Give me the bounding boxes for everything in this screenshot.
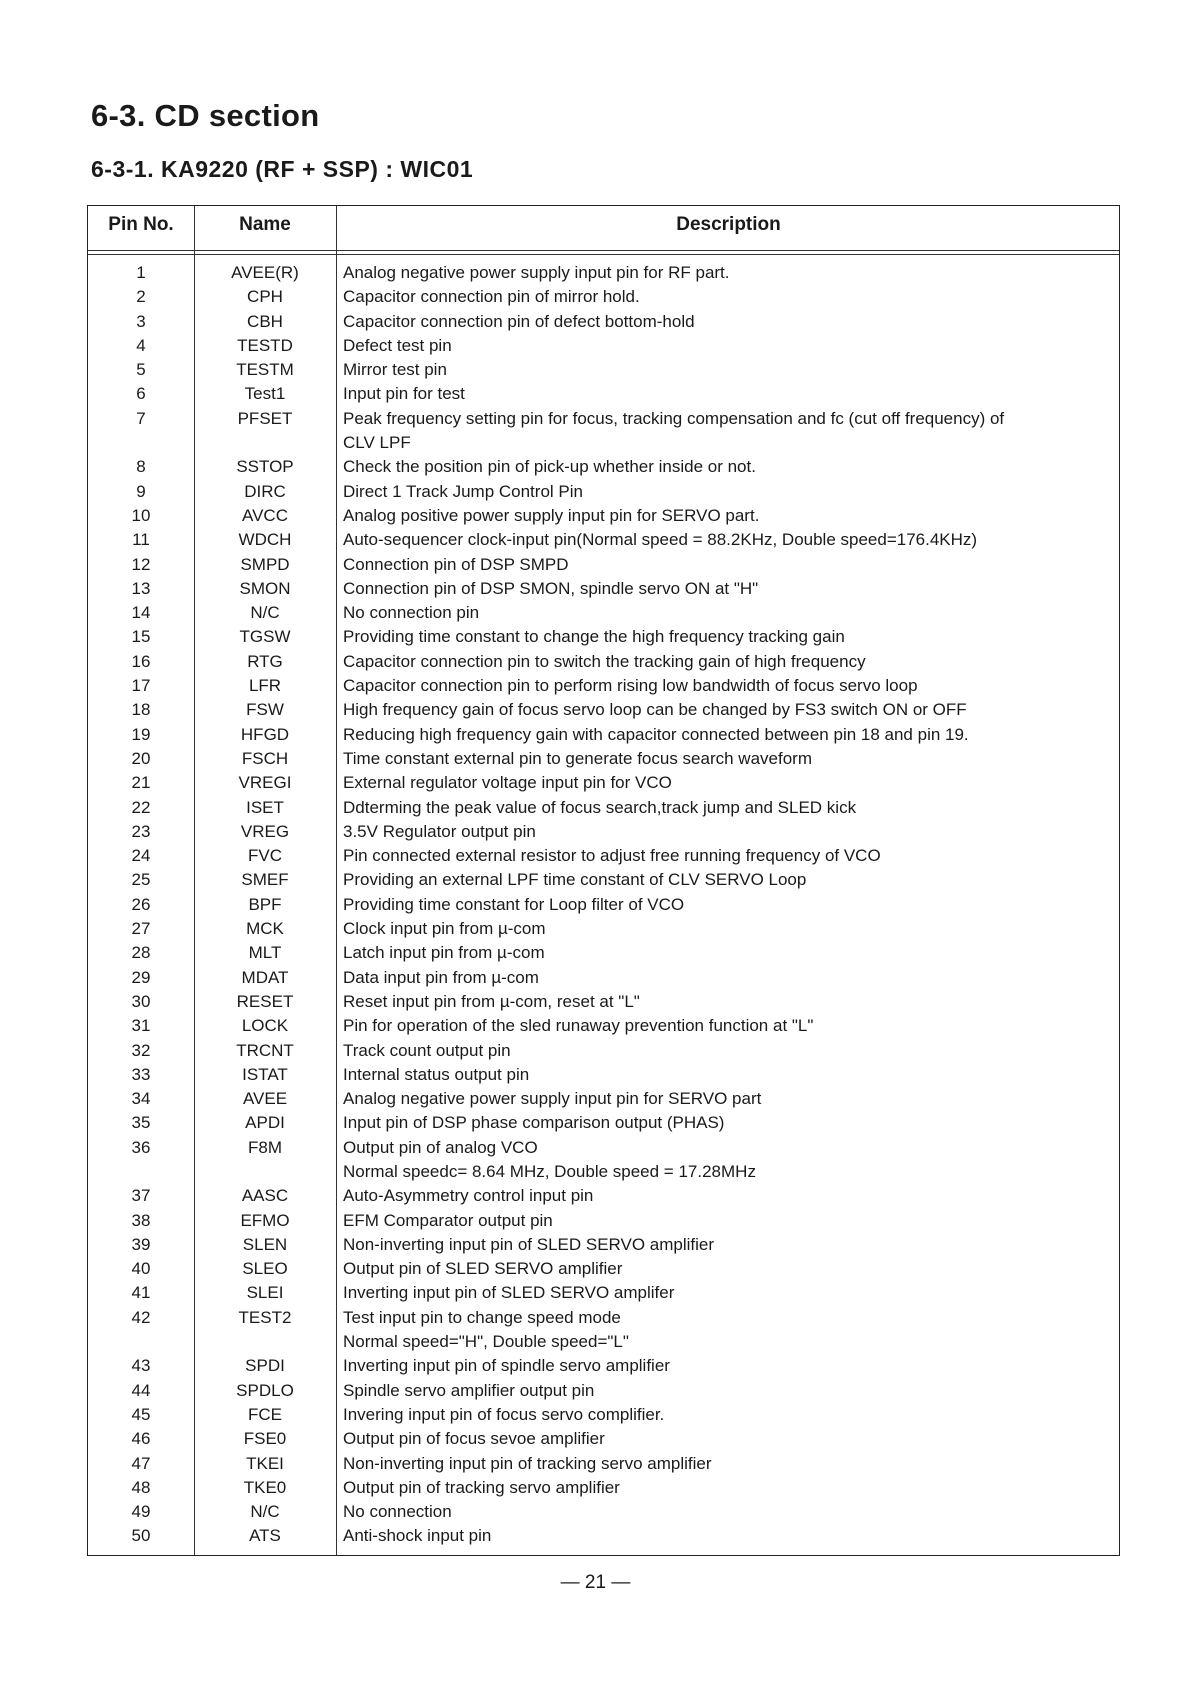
- pin-number: 4: [136, 335, 146, 355]
- pin-name: FSE0: [243, 1429, 287, 1449]
- page-number: — 21 —: [560, 1572, 631, 1593]
- pin-name: ATS: [249, 1526, 281, 1546]
- pin-number: 37: [131, 1186, 151, 1206]
- pin-name: RTG: [247, 651, 283, 671]
- header-name: Name: [239, 214, 291, 235]
- pin-name: LOCK: [241, 1016, 289, 1036]
- table-row: [88, 771, 1119, 795]
- pin-number: 12: [131, 554, 151, 574]
- pin-name: AASC: [241, 1186, 289, 1206]
- pin-description: Pin connected external resistor to adjust free running frequency of VCO: [343, 846, 881, 866]
- pin-description: Output pin of SLED SERVO amplifier: [343, 1259, 623, 1279]
- pin-number: 28: [131, 943, 151, 963]
- table-row: [88, 553, 1119, 577]
- pin-name: ISTAT: [242, 1064, 288, 1084]
- pin-description: Capacitor connection pin to perform rising low bandwidth of focus servo loop: [343, 676, 918, 696]
- table-row: [88, 625, 1119, 649]
- pin-number: 16: [131, 651, 151, 671]
- pin-number: 3: [136, 311, 146, 331]
- table-row: [88, 698, 1119, 722]
- pin-description: Data input pin from µ-com: [343, 967, 539, 987]
- pin-description: Spindle servo amplifier output pin: [343, 1380, 595, 1400]
- header-pin-no: Pin No.: [108, 214, 174, 235]
- table-row: [88, 747, 1119, 771]
- pin-name: DIRC: [244, 481, 286, 501]
- table-row: [88, 261, 1119, 285]
- pin-description: Non-inverting input pin of tracking servo amplifier: [343, 1453, 712, 1473]
- pin-description: 3.5V Regulator output pin: [343, 821, 536, 841]
- pin-number: 47: [131, 1453, 151, 1473]
- pin-name: MDAT: [241, 967, 289, 987]
- pin-description: Connection pin of DSP SMON, spindle servo ON at "H": [343, 578, 759, 598]
- pin-name: FSW: [246, 700, 284, 720]
- pin-number: 24: [131, 846, 151, 866]
- pin-description: Input pin for test: [343, 384, 465, 404]
- pin-name: CBH: [247, 311, 283, 331]
- pin-description: Defect test pin: [343, 335, 452, 355]
- table-row: [88, 1233, 1119, 1257]
- table-row: [88, 868, 1119, 892]
- table-row: [88, 1452, 1119, 1476]
- table-row: [88, 382, 1119, 406]
- pin-description: Output pin of tracking servo amplifier: [343, 1477, 620, 1497]
- pin-number: 7: [136, 408, 146, 428]
- pin-description: Direct 1 Track Jump Control Pin: [343, 481, 583, 501]
- pin-name: MLT: [248, 943, 282, 963]
- pin-number: 6: [136, 384, 146, 404]
- table-row: [88, 674, 1119, 698]
- pin-description: Capacitor connection pin to switch the tracking gain of high frequency: [343, 651, 866, 671]
- table-row: [88, 1087, 1119, 1111]
- pin-description: Capacitor connection pin of defect bottom-hold: [343, 311, 695, 331]
- pin-number: 30: [131, 991, 151, 1011]
- table-row: [88, 1306, 1119, 1355]
- pin-description: Reset input pin from µ-com, reset at "L": [343, 991, 640, 1011]
- table-row: [88, 966, 1119, 990]
- table-row: [88, 577, 1119, 601]
- pin-description: Output pin of focus sevoe amplifier: [343, 1429, 605, 1449]
- pin-description: Auto-Asymmetry control input pin: [343, 1186, 594, 1206]
- pin-name: SMPD: [240, 554, 290, 574]
- pin-name: HFGD: [240, 724, 290, 744]
- table-row: [88, 1354, 1119, 1378]
- pin-name: SMEF: [241, 870, 289, 890]
- table-row: [88, 723, 1119, 747]
- table-row: [88, 334, 1119, 358]
- pin-description: Latch input pin from µ-com: [343, 943, 545, 963]
- pin-number: 50: [131, 1526, 151, 1546]
- table-row: [88, 1136, 1119, 1185]
- pin-name: SSTOP: [236, 457, 294, 477]
- table-row: [88, 893, 1119, 917]
- table-row: [88, 504, 1119, 528]
- pin-name: CPH: [247, 287, 283, 307]
- pin-number: 41: [131, 1283, 151, 1303]
- pin-description: Time constant external pin to generate focus search waveform: [343, 748, 812, 768]
- table-row: [88, 358, 1119, 382]
- table-row: [88, 1476, 1119, 1500]
- pin-description: External regulator voltage input pin for VCO: [343, 773, 672, 793]
- pin-description: High frequency gain of focus servo loop can be changed by FS3 switch ON or OFF: [343, 700, 967, 720]
- pin-name: WDCH: [238, 530, 292, 550]
- table-row: [88, 1111, 1119, 1135]
- pin-number: 14: [131, 603, 151, 623]
- pin-description: Inverting input pin of spindle servo amplifier: [343, 1356, 670, 1376]
- pin-description: Non-inverting input pin of SLED SERVO amplifier: [343, 1234, 715, 1254]
- pin-name: TGSW: [239, 627, 291, 647]
- pin-name: VREG: [240, 821, 290, 841]
- pin-description: Check the position pin of pick-up whether inside or not.: [343, 457, 756, 477]
- table-row: [88, 941, 1119, 965]
- table-row: [88, 844, 1119, 868]
- table-row: [88, 1281, 1119, 1305]
- pin-number: 5: [136, 360, 146, 380]
- table-row: [88, 1403, 1119, 1427]
- table-row: [88, 480, 1119, 504]
- pin-description: Input pin of DSP phase comparison output (PHAS): [343, 1113, 725, 1133]
- pin-name: AVEE: [242, 1089, 288, 1109]
- pin-number: 49: [131, 1502, 151, 1522]
- pin-description: No connection pin: [343, 603, 480, 623]
- pin-name: N/C: [250, 603, 280, 623]
- pin-description: Clock input pin from µ-com: [343, 919, 546, 939]
- pin-number: 17: [131, 676, 151, 696]
- pin-description: Inverting input pin of SLED SERVO amplifer: [343, 1283, 675, 1303]
- header-divider: [88, 250, 1119, 255]
- pin-number: 26: [131, 894, 151, 914]
- table-row: [88, 650, 1119, 674]
- pin-number: 34: [131, 1089, 151, 1109]
- table-row: [88, 917, 1119, 941]
- pin-name: RESET: [236, 991, 294, 1011]
- table-row: [88, 1524, 1119, 1548]
- pin-description: Ddterming the peak value of focus search,track jump and SLED kick: [343, 797, 857, 817]
- pin-name: TEST2: [238, 1307, 292, 1327]
- pin-number: 48: [131, 1477, 151, 1497]
- pin-number: 44: [131, 1380, 151, 1400]
- pin-number: 27: [131, 919, 151, 939]
- table-row: [88, 990, 1119, 1014]
- pin-number: 8: [136, 457, 146, 477]
- table-row: [88, 407, 1119, 456]
- pin-number: 20: [131, 748, 151, 768]
- pin-name: AVCC: [242, 505, 288, 525]
- pin-name: SLEO: [242, 1259, 288, 1279]
- pin-description: EFM Comparator output pin: [343, 1210, 553, 1230]
- pin-name: F8M: [248, 1137, 282, 1157]
- pin-description: Capacitor connection pin of mirror hold.: [343, 287, 640, 307]
- pin-name: BPF: [248, 894, 282, 914]
- pin-description: No connection: [343, 1502, 452, 1522]
- pin-name: PFSET: [237, 408, 293, 428]
- pin-description: Track count output pin: [343, 1040, 511, 1060]
- pin-name: MCK: [246, 919, 284, 939]
- pin-name: FCE: [248, 1404, 282, 1424]
- pin-description: Providing an external LPF time constant of CLV SERVO Loop: [343, 870, 807, 890]
- table-row: [88, 1063, 1119, 1087]
- pin-description: Providing time constant to change the high frequency tracking gain: [343, 627, 845, 647]
- pin-name: TESTD: [237, 335, 293, 355]
- table-row: [88, 1379, 1119, 1403]
- pin-name: LFR: [248, 676, 282, 696]
- pin-description: Output pin of analog VCO Normal speedc= 8.64 MHz, Double speed = 17.28MHz: [343, 1137, 756, 1181]
- pin-number: 32: [131, 1040, 151, 1060]
- pin-number: 36: [131, 1137, 151, 1157]
- pin-description: Mirror test pin: [343, 360, 447, 380]
- table-row: [88, 285, 1119, 309]
- table-row: [88, 820, 1119, 844]
- pin-number: 22: [131, 797, 151, 817]
- pin-number: 21: [131, 773, 151, 793]
- pin-name: FSCH: [241, 748, 289, 768]
- pin-number: 40: [131, 1259, 151, 1279]
- pin-description: Test input pin to change speed mode Normal speed="H", Double speed="L": [343, 1307, 629, 1352]
- pin-name: EFMO: [240, 1210, 290, 1230]
- table-row: [88, 528, 1119, 552]
- pin-number: 33: [131, 1064, 151, 1084]
- pin-name: SPDLO: [236, 1380, 294, 1400]
- pin-number: 31: [131, 1016, 151, 1036]
- pin-name: TESTM: [236, 360, 294, 380]
- pin-name: SMON: [239, 578, 291, 598]
- pin-number: 29: [131, 967, 151, 987]
- pin-description: Reducing high frequency gain with capacitor connected between pin 18 and pin 19.: [343, 724, 969, 744]
- pin-number: 18: [131, 700, 151, 720]
- pin-description: Analog negative power supply input pin for SERVO part: [343, 1089, 762, 1109]
- pin-name: SLEN: [242, 1234, 288, 1254]
- pin-description: Auto-sequencer clock-input pin(Normal speed = 88.2KHz, Double speed=176.4KHz): [343, 530, 978, 550]
- table-row: [88, 796, 1119, 820]
- subsection-title: 6-3-1. KA9220 (RF + SSP) : WIC01: [91, 156, 474, 182]
- pin-number: 2: [136, 287, 146, 307]
- pin-number: 10: [131, 505, 151, 525]
- pin-number: 23: [131, 821, 151, 841]
- pin-number: 13: [131, 578, 151, 598]
- pin-description: Connection pin of DSP SMPD: [343, 554, 569, 574]
- table-row: [88, 601, 1119, 625]
- section-title: 6-3. CD section: [91, 98, 320, 133]
- table-row: [88, 1427, 1119, 1451]
- header-description: Description: [676, 214, 781, 235]
- pin-number: 11: [132, 530, 150, 550]
- table-row: [88, 1184, 1119, 1208]
- pin-number: 38: [131, 1210, 151, 1230]
- pin-name: FVC: [248, 846, 282, 866]
- pin-number: 43: [131, 1356, 151, 1376]
- pin-description: Invering input pin of focus servo complifier.: [343, 1404, 665, 1424]
- pin-description: Anti-shock input pin: [343, 1526, 492, 1546]
- pin-name: N/C: [250, 1502, 280, 1522]
- table-row: [88, 310, 1119, 334]
- table-row: [88, 1039, 1119, 1063]
- pin-number: 19: [131, 724, 151, 744]
- pin-number: 39: [131, 1234, 151, 1254]
- pin-description: Peak frequency setting pin for focus, tracking compensation and fc (cut off frequency) of CLV LPF: [343, 408, 1005, 453]
- table-row: [88, 1014, 1119, 1038]
- pin-number: 46: [131, 1429, 151, 1449]
- pin-number: 45: [131, 1404, 151, 1424]
- pin-name: TKE0: [243, 1477, 287, 1497]
- pin-description: Providing time constant for Loop filter of VCO: [343, 894, 685, 914]
- pin-number: 9: [136, 481, 146, 501]
- pin-name: APDI: [245, 1113, 285, 1133]
- pin-name: TKEI: [246, 1453, 284, 1473]
- table-row: [88, 1257, 1119, 1281]
- pin-number: 15: [131, 627, 151, 647]
- pin-description: Analog positive power supply input pin for SERVO part.: [343, 505, 760, 525]
- pin-name: SPDI: [245, 1356, 285, 1376]
- pin-name: AVEE(R): [231, 263, 299, 282]
- pin-number: 35: [131, 1113, 151, 1133]
- pin-number: 25: [131, 870, 151, 890]
- table-body: [88, 261, 1119, 1549]
- pin-number: 1: [136, 263, 146, 282]
- pin-name: SLEI: [246, 1283, 284, 1303]
- pin-description: Pin for operation of the sled runaway prevention function at "L": [343, 1016, 814, 1036]
- pin-name: Test1: [244, 384, 286, 404]
- table-row: [88, 455, 1119, 479]
- pin-table: [87, 205, 1120, 1556]
- pin-name: TRCNT: [236, 1040, 294, 1060]
- pin-number: 42: [131, 1307, 151, 1327]
- pin-name: ISET: [246, 797, 284, 817]
- pin-description: Internal status output pin: [343, 1064, 530, 1084]
- table-row: [88, 1500, 1119, 1524]
- table-row: [88, 1209, 1119, 1233]
- pin-description: Analog negative power supply input pin for RF part.: [343, 263, 730, 282]
- pin-name: VREGI: [238, 773, 292, 793]
